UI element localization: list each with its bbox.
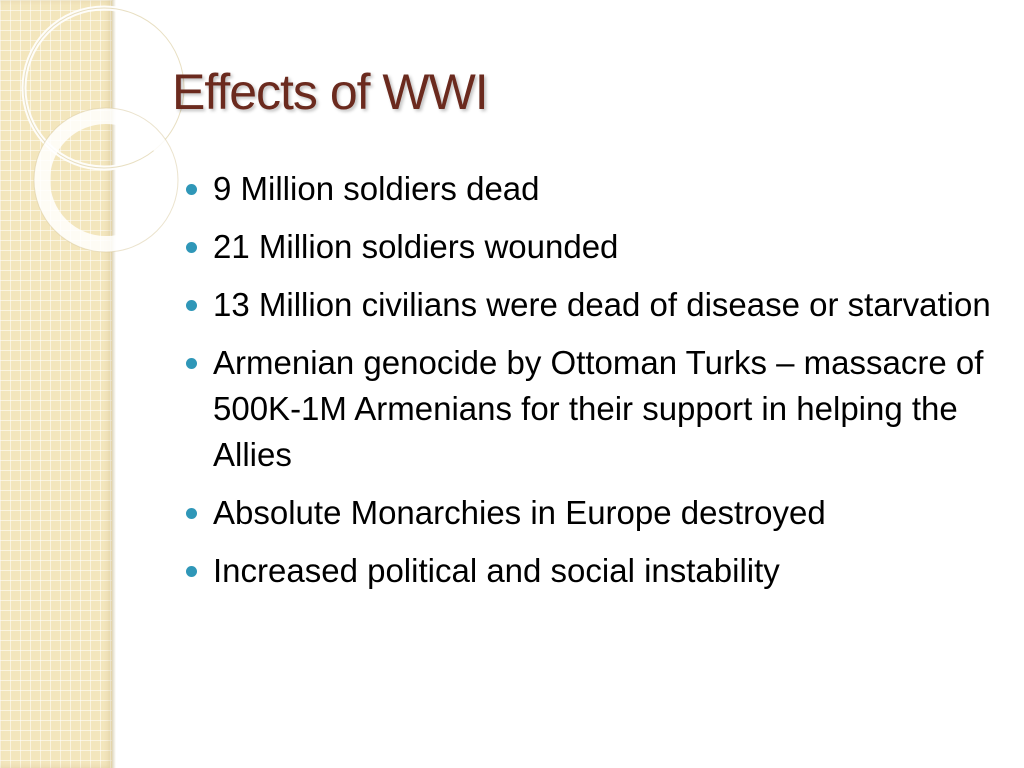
bullet-item	[186, 282, 1001, 328]
bullet-dot-icon	[186, 242, 197, 253]
bullet-dot-icon	[186, 358, 197, 369]
bullet-dot-icon	[186, 184, 197, 195]
bullet-text: 13 Million civilians were dead of disease or starvation	[213, 286, 991, 323]
side-band-edge	[112, 0, 116, 768]
bullet-dot-icon	[186, 566, 197, 577]
bullet-item	[186, 340, 1001, 478]
bullet-item	[186, 548, 1001, 594]
bullet-text: Absolute Monarchies in Europe destroyed	[213, 494, 826, 531]
bullet-text: Increased political and social instability	[213, 552, 780, 589]
bullet-text: 9 Million soldiers dead	[213, 170, 540, 207]
bullet-list	[186, 166, 1001, 606]
slide-title: Effects of WWI	[172, 64, 488, 120]
bullet-dot-icon	[186, 300, 197, 311]
decorative-side-band	[0, 0, 112, 768]
bullet-item	[186, 490, 1001, 536]
bullet-item	[186, 166, 1001, 212]
bullet-item	[186, 224, 1001, 270]
bullet-text: 21 Million soldiers wounded	[213, 228, 619, 265]
bullet-dot-icon	[186, 508, 197, 519]
bullet-text: Armenian genocide by Ottoman Turks – massacre of 500K-1M Armenians for their support in helping the Allies	[213, 344, 984, 473]
